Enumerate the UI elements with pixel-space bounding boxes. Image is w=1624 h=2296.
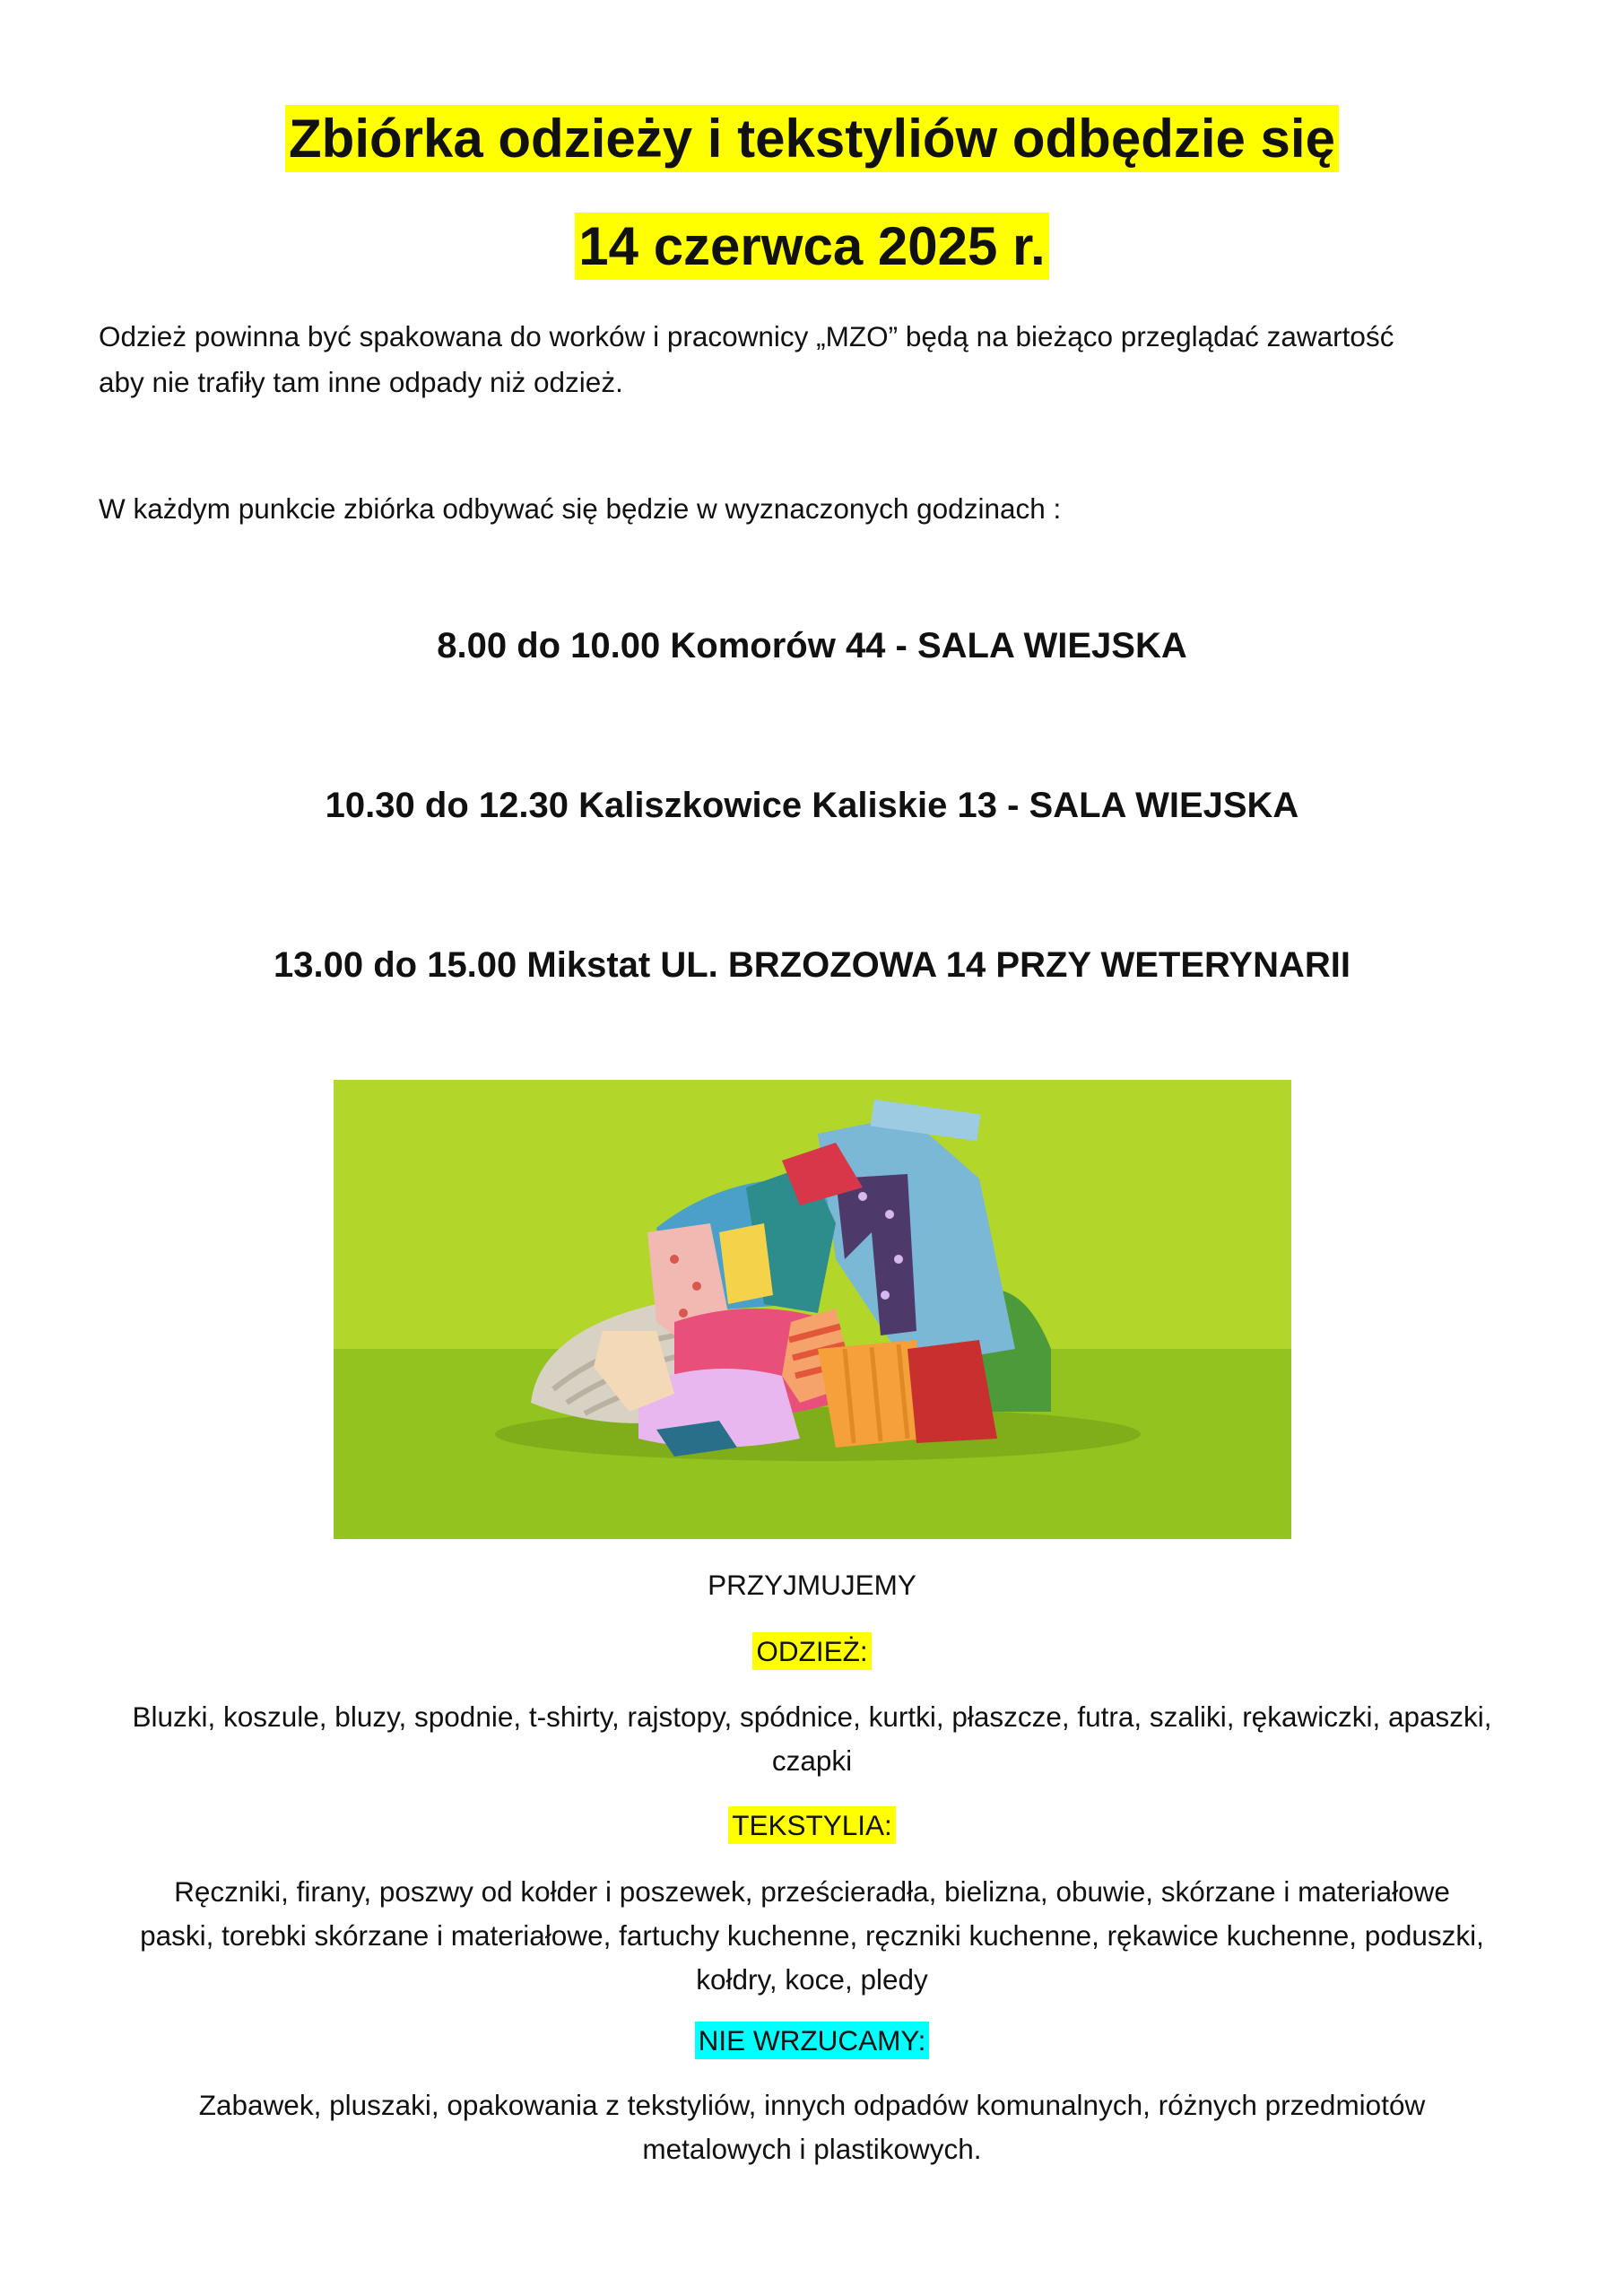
- textiles-list-line-1: Ręczniki, firany, poszwy od kołder i poszewek, prześcieradła, bielizna, obuwie, skórzane i materiałowe: [174, 1875, 1450, 1908]
- clothing-heading-label: ODZIEŻ:: [752, 1632, 871, 1670]
- clothing-list: [90, 1695, 1534, 1783]
- clothing-list-line-1: Bluzki, koszule, bluzy, spodnie, t-shirty, rajstopy, spódnice, kurtki, płaszcze, futra, szaliki, rękawiczki, apaszki,: [132, 1700, 1492, 1733]
- clothing-heading: [90, 1630, 1534, 1674]
- clothes-pile-illustration: [334, 1080, 1291, 1539]
- textiles-heading-label: TEKSTYLIA:: [728, 1806, 896, 1844]
- intro-line-2: aby nie trafiły tam inne odpady niż odzież.: [99, 366, 623, 398]
- accept-heading: PRZYJMUJEMY: [708, 1569, 916, 1601]
- location-komorow: 8.00 do 10.00 Komorów 44 - SALA WIEJSKA: [437, 626, 1187, 665]
- clothing-list-line-2: czapki: [771, 1744, 853, 1777]
- excluded-heading: [90, 2019, 1534, 2063]
- location-mikstat: 13.00 do 15.00 Mikstat UL. BRZOZOWA 14 PRZY WETERYNARII: [274, 945, 1350, 985]
- hours-intro: W każdym punkcie zbiórka odbywać się będzie w wyznaczonych godzinach :: [99, 492, 1062, 525]
- excluded-heading-label: NIE WRZUCAMY:: [695, 2022, 930, 2059]
- textiles-list: [90, 1870, 1534, 2002]
- intro-line-1: Odzież powinna być spakowana do worków i pracownicy „MZO” będą na bieżąco przeglądać zawartość: [99, 320, 1394, 352]
- yellow-shirt: [719, 1223, 773, 1304]
- textiles-heading: [90, 1804, 1534, 1848]
- title-line-2: [0, 208, 1624, 285]
- excluded-list-line-1: Zabawek, pluszaki, opakowania z tekstyliów, innych odpadów komunalnych, różnych przedmiotów: [198, 2089, 1426, 2121]
- textiles-list-line-3: kołdry, koce, pledy: [696, 1963, 928, 1996]
- title-text-1: Zbiórka odzieży i tekstyliów odbędzie się: [285, 105, 1339, 172]
- excluded-list: [90, 2083, 1534, 2171]
- location-kaliszkowice: 10.30 do 12.30 Kaliszkowice Kaliskie 13 - SALA WIEJSKA: [325, 786, 1299, 825]
- title-line-1: [0, 100, 1624, 178]
- intro-paragraph: [99, 314, 1533, 405]
- excluded-list-line-2: metalowych i plastikowych.: [642, 2133, 982, 2165]
- title-date: 14 czerwca 2025 r.: [575, 213, 1048, 280]
- textiles-list-line-2: paski, torebki skórzane i materiałowe, fartuchy kuchenne, ręczniki kuchenne, rękawice kuchenne, poduszki,: [140, 1919, 1484, 1952]
